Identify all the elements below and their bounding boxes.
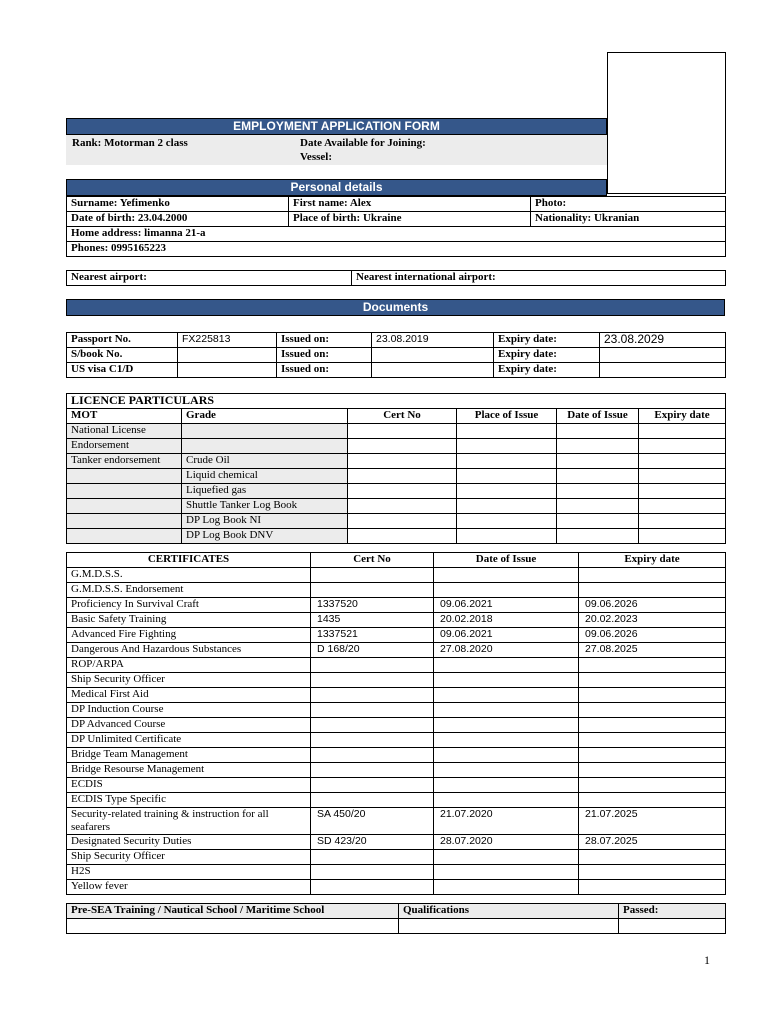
cert-no-cell[interactable] — [311, 748, 434, 763]
expiry-date-cell[interactable]: 20.02.2023 — [579, 613, 726, 628]
column-header: Date of Issue — [557, 409, 639, 424]
surname-field[interactable]: Surname: Yefimenko — [67, 197, 289, 212]
certificate-name-text: Yellow fever — [71, 880, 128, 892]
date-of-issue-cell[interactable] — [557, 454, 639, 469]
cert-no-cell[interactable] — [348, 439, 457, 454]
certificate-name-text: Ship Security Officer — [71, 850, 165, 862]
us-visa-number[interactable] — [178, 363, 277, 378]
table-row — [67, 439, 726, 454]
certificate-name — [67, 643, 311, 658]
table-row — [67, 197, 726, 212]
expiry-date-cell[interactable] — [579, 673, 726, 688]
certificate-name-text: DP Unlimited Certificate — [71, 733, 182, 745]
certificate-name-text: H2S — [71, 865, 91, 877]
table-row — [67, 850, 726, 865]
expiry-date-cell[interactable] — [639, 499, 726, 514]
table-row — [67, 227, 726, 242]
column-header: Passed: — [619, 904, 726, 919]
table-row — [67, 409, 726, 424]
table-row — [67, 919, 726, 934]
date-available-field[interactable]: Date Available for Joining: — [300, 137, 426, 149]
certificate-name-text: ROP/ARPA — [71, 658, 124, 670]
expiry-date-cell[interactable] — [639, 454, 726, 469]
date-of-issue-cell[interactable]: 28.07.2020 — [434, 835, 579, 850]
column-header: Date of Issue — [434, 553, 579, 568]
table-row — [67, 529, 726, 544]
address-field[interactable]: Home address: limanna 21-a — [67, 227, 726, 242]
date-of-issue-cell[interactable] — [434, 703, 579, 718]
table-row — [67, 424, 726, 439]
certificate-name — [67, 793, 311, 808]
photo-frame — [607, 52, 726, 194]
grade-cell: Liquid chemical — [182, 469, 348, 484]
expiry-date-cell[interactable]: 09.06.2026 — [579, 598, 726, 613]
table-row — [67, 613, 726, 628]
first-name-field[interactable]: First name: Alex — [289, 197, 531, 212]
place-of-issue-cell[interactable] — [457, 499, 557, 514]
place-of-issue-cell[interactable] — [457, 454, 557, 469]
certificate-name — [67, 808, 311, 835]
certificate-name — [67, 628, 311, 643]
photo-label: Photo: — [531, 197, 726, 212]
column-header: Grade — [182, 409, 348, 424]
table-row — [67, 763, 726, 778]
table-row — [67, 469, 726, 484]
cert-no-cell[interactable]: 1337521 — [311, 628, 434, 643]
issued-label: Issued on: — [277, 333, 372, 348]
table-row — [67, 628, 726, 643]
date-of-issue-cell[interactable]: 21.07.2020 — [434, 808, 579, 835]
date-of-issue-cell[interactable] — [557, 424, 639, 439]
cert-no-cell[interactable] — [311, 865, 434, 880]
international-airport-field[interactable]: Nearest international airport: — [352, 271, 726, 286]
expiry-date-cell[interactable]: 21.07.2025 — [579, 808, 726, 835]
mot-cell — [67, 484, 182, 499]
cert-no-cell[interactable] — [311, 763, 434, 778]
expiry-date-cell[interactable] — [579, 688, 726, 703]
date-of-issue-cell[interactable] — [434, 658, 579, 673]
certificate-name-text: ECDIS — [71, 778, 103, 790]
certificate-name-text: DP Induction Course — [71, 703, 164, 715]
mot-cell: Endorsement — [67, 439, 182, 454]
table-row — [67, 643, 726, 658]
table-row — [67, 865, 726, 880]
table-row — [67, 733, 726, 748]
page-number: 1 — [704, 953, 710, 967]
expiry-label: Expiry date: — [494, 363, 600, 378]
table-row — [67, 880, 726, 895]
vessel-field[interactable]: Vessel: — [300, 151, 332, 163]
date-of-issue-cell[interactable]: 09.06.2021 — [434, 598, 579, 613]
date-of-issue-cell[interactable] — [434, 880, 579, 895]
licence-table — [66, 393, 726, 544]
qualifications-cell[interactable] — [399, 919, 619, 934]
phones-field[interactable]: Phones: 0995165223 — [67, 242, 726, 257]
certificate-name — [67, 688, 311, 703]
expiry-label: Expiry date: — [494, 333, 600, 348]
expiry-date-cell[interactable] — [579, 850, 726, 865]
cert-no-cell[interactable] — [348, 484, 457, 499]
table-row — [67, 808, 726, 835]
table-row — [67, 598, 726, 613]
certificate-name-text: Designated Security Duties — [71, 835, 192, 847]
place-of-issue-cell[interactable] — [457, 484, 557, 499]
column-header: CERTIFICATES — [67, 553, 311, 568]
column-header: MOT — [67, 409, 182, 424]
table-row — [67, 688, 726, 703]
certificate-name — [67, 673, 311, 688]
certificate-name-text: Security-related training & instruction for all — [71, 808, 269, 820]
training-table — [66, 903, 726, 934]
table-row — [67, 748, 726, 763]
certificate-name — [67, 733, 311, 748]
certificate-name — [67, 763, 311, 778]
table-row — [67, 583, 726, 598]
date-of-issue-cell[interactable]: 09.06.2021 — [434, 628, 579, 643]
table-row — [67, 363, 726, 378]
seamans-book-expiry[interactable] — [600, 348, 726, 363]
documents-table — [66, 332, 726, 378]
date-of-issue-cell[interactable] — [434, 748, 579, 763]
expiry-date-cell[interactable] — [579, 703, 726, 718]
cert-no-cell[interactable] — [311, 583, 434, 598]
seamans-book-label: S/book No. — [67, 348, 178, 363]
date-of-issue-cell[interactable] — [434, 793, 579, 808]
table-row — [67, 568, 726, 583]
certificate-name — [67, 583, 311, 598]
expiry-date-cell[interactable] — [579, 733, 726, 748]
mot-cell — [67, 469, 182, 484]
mot-cell — [67, 499, 182, 514]
column-header: Cert No — [348, 409, 457, 424]
passport-label: Passport No. — [67, 333, 178, 348]
expiry-date-cell[interactable] — [639, 484, 726, 499]
cert-no-cell[interactable] — [348, 424, 457, 439]
cert-no-cell[interactable] — [348, 514, 457, 529]
date-of-issue-cell[interactable] — [434, 673, 579, 688]
date-of-issue-cell[interactable] — [434, 763, 579, 778]
date-of-issue-cell[interactable] — [434, 718, 579, 733]
expiry-date-cell[interactable] — [579, 583, 726, 598]
cert-no-cell[interactable] — [311, 778, 434, 793]
documents-title: Documents — [66, 299, 725, 316]
place-of-issue-cell[interactable] — [457, 514, 557, 529]
cert-no-cell[interactable] — [311, 658, 434, 673]
certificate-name — [67, 748, 311, 763]
cert-no-cell[interactable] — [311, 688, 434, 703]
grade-cell: Liquefied gas — [182, 484, 348, 499]
mot-cell — [67, 514, 182, 529]
us-visa-issued[interactable] — [372, 363, 494, 378]
column-header: Expiry date — [639, 409, 726, 424]
certificate-name — [67, 598, 311, 613]
certificate-name — [67, 613, 311, 628]
date-of-issue-cell[interactable] — [557, 514, 639, 529]
expiry-date-cell[interactable]: 09.06.2026 — [579, 628, 726, 643]
pob-field[interactable]: Place of birth: Ukraine — [289, 212, 531, 227]
column-header: Qualifications — [399, 904, 619, 919]
table-row — [67, 658, 726, 673]
table-row — [67, 348, 726, 363]
table-row — [67, 212, 726, 227]
expiry-date-cell[interactable] — [579, 658, 726, 673]
date-of-issue-cell[interactable] — [434, 778, 579, 793]
cert-no-cell[interactable] — [348, 499, 457, 514]
place-of-issue-cell[interactable] — [457, 469, 557, 484]
certificate-name — [67, 850, 311, 865]
date-of-issue-cell[interactable] — [557, 499, 639, 514]
nearest-airport-field[interactable]: Nearest airport: — [67, 271, 352, 286]
column-header: Cert No — [311, 553, 434, 568]
expiry-date-cell[interactable]: 28.07.2025 — [579, 835, 726, 850]
certificate-name-text: seafarers — [71, 821, 111, 833]
form-title: EMPLOYMENT APPLICATION FORM — [66, 118, 607, 135]
table-row — [67, 904, 726, 919]
column-header: Place of Issue — [457, 409, 557, 424]
grade-cell — [182, 424, 348, 439]
mot-cell — [67, 529, 182, 544]
cert-no-cell[interactable]: D 168/20 — [311, 643, 434, 658]
place-of-issue-cell[interactable] — [457, 439, 557, 454]
date-of-issue-cell[interactable]: 20.02.2018 — [434, 613, 579, 628]
cert-no-cell[interactable]: 1435 — [311, 613, 434, 628]
mot-cell: Tanker endorsement — [67, 454, 182, 469]
grade-cell: DP Log Book DNV — [182, 529, 348, 544]
certificate-name-text: Advanced Fire Fighting — [71, 628, 177, 640]
seamans-book-number[interactable] — [178, 348, 277, 363]
certificates-table — [66, 552, 726, 895]
airports-table — [66, 270, 726, 286]
certificate-name-text: G.M.D.S.S. — [71, 568, 123, 580]
table-row — [67, 499, 726, 514]
nationality-field[interactable]: Nationality: Ukranian — [531, 212, 726, 227]
personal-details-title: Personal details — [66, 179, 607, 196]
certificate-name — [67, 568, 311, 583]
certificate-name — [67, 718, 311, 733]
date-of-issue-cell[interactable] — [434, 733, 579, 748]
column-header: Expiry date — [579, 553, 726, 568]
table-row — [67, 394, 726, 409]
expiry-date-cell[interactable] — [579, 793, 726, 808]
date-of-issue-cell[interactable] — [434, 688, 579, 703]
expiry-date-cell[interactable] — [639, 424, 726, 439]
cert-no-cell[interactable] — [311, 793, 434, 808]
certificate-name — [67, 658, 311, 673]
certificate-name-text: Proficiency In Survival Craft — [71, 598, 199, 610]
table-row — [67, 718, 726, 733]
certificate-name-text: Bridge Resourse Management — [71, 763, 205, 775]
expiry-date-cell[interactable] — [579, 778, 726, 793]
table-row — [67, 333, 726, 348]
grade-cell — [182, 439, 348, 454]
table-row — [67, 242, 726, 257]
table-row — [67, 514, 726, 529]
grade-cell: Shuttle Tanker Log Book — [182, 499, 348, 514]
cert-no-cell[interactable] — [311, 880, 434, 895]
cert-no-cell[interactable] — [311, 718, 434, 733]
us-visa-expiry[interactable] — [600, 363, 726, 378]
table-row — [67, 553, 726, 568]
cert-no-cell[interactable] — [311, 850, 434, 865]
column-header: Pre-SEA Training / Nautical School / Maritime School — [67, 904, 399, 919]
table-row — [67, 484, 726, 499]
date-of-issue-cell[interactable] — [557, 469, 639, 484]
seamans-book-issued[interactable] — [372, 348, 494, 363]
personal-details-table — [66, 196, 726, 257]
certificate-name-text: Ship Security Officer — [71, 673, 165, 685]
table-row — [67, 271, 726, 286]
expiry-date-cell[interactable] — [639, 469, 726, 484]
certificate-name-text: Bridge Team Management — [71, 748, 188, 760]
expiry-date-cell[interactable] — [579, 568, 726, 583]
date-of-issue-cell[interactable] — [434, 568, 579, 583]
us-visa-label: US visa C1/D — [67, 363, 178, 378]
expiry-date-cell[interactable] — [639, 439, 726, 454]
cert-no-cell[interactable] — [348, 529, 457, 544]
certificate-name-text: Dangerous And Hazardous Substances — [71, 643, 242, 655]
passport-number[interactable]: FX225813 — [178, 333, 277, 348]
certificate-name-text: G.M.D.S.S. Endorsement — [71, 583, 184, 595]
certificate-name-text: ECDIS Type Specific — [71, 793, 166, 805]
certificate-name — [67, 880, 311, 895]
date-of-issue-cell[interactable] — [434, 865, 579, 880]
certificate-name-text: Medical First Aid — [71, 688, 149, 700]
table-row — [67, 454, 726, 469]
expiry-date-cell[interactable] — [579, 865, 726, 880]
cert-no-cell[interactable]: SA 450/20 — [311, 808, 434, 835]
table-row — [67, 778, 726, 793]
date-of-issue-cell[interactable] — [434, 850, 579, 865]
date-of-issue-cell[interactable] — [434, 583, 579, 598]
expiry-date-cell[interactable] — [639, 529, 726, 544]
grade-cell: DP Log Book NI — [182, 514, 348, 529]
table-row — [67, 793, 726, 808]
mot-cell: National License — [67, 424, 182, 439]
passport-expiry[interactable]: 23.08.2029 — [600, 333, 726, 348]
date-of-issue-cell[interactable]: 27.08.2020 — [434, 643, 579, 658]
date-of-issue-cell[interactable] — [557, 529, 639, 544]
passed-cell[interactable] — [619, 919, 726, 934]
passport-issued[interactable]: 23.08.2019 — [372, 333, 494, 348]
place-of-issue-cell[interactable] — [457, 424, 557, 439]
table-row — [67, 673, 726, 688]
expiry-date-cell[interactable] — [579, 748, 726, 763]
table-row — [67, 835, 726, 850]
expiry-date-cell[interactable] — [579, 880, 726, 895]
certificate-name-text: DP Advanced Course — [71, 718, 166, 730]
grade-cell: Crude Oil — [182, 454, 348, 469]
expiry-label: Expiry date: — [494, 348, 600, 363]
cert-no-cell[interactable] — [311, 733, 434, 748]
header-info — [66, 135, 607, 165]
expiry-date-cell[interactable]: 27.08.2025 — [579, 643, 726, 658]
dob-field[interactable]: Date of birth: 23.04.2000 — [67, 212, 289, 227]
date-of-issue-cell[interactable] — [557, 484, 639, 499]
place-of-issue-cell[interactable] — [457, 529, 557, 544]
cert-no-cell[interactable] — [311, 703, 434, 718]
cert-no-cell[interactable] — [348, 469, 457, 484]
cert-no-cell[interactable]: 1337520 — [311, 598, 434, 613]
certificate-name — [67, 778, 311, 793]
certificate-name — [67, 865, 311, 880]
table-row — [67, 703, 726, 718]
cert-no-cell[interactable] — [311, 673, 434, 688]
certificate-name-text: Basic Safety Training — [71, 613, 167, 625]
issued-label: Issued on: — [277, 363, 372, 378]
expiry-date-cell[interactable] — [579, 718, 726, 733]
cert-no-cell[interactable] — [348, 454, 457, 469]
date-of-issue-cell[interactable] — [557, 439, 639, 454]
cert-no-cell[interactable] — [311, 568, 434, 583]
certificate-name — [67, 703, 311, 718]
rank-field[interactable]: Rank: Motorman 2 class — [72, 137, 188, 149]
expiry-date-cell[interactable] — [639, 514, 726, 529]
certificate-name — [67, 835, 311, 850]
licence-title: LICENCE PARTICULARS — [67, 394, 726, 409]
school-cell[interactable] — [67, 919, 399, 934]
issued-label: Issued on: — [277, 348, 372, 363]
cert-no-cell[interactable]: SD 423/20 — [311, 835, 434, 850]
expiry-date-cell[interactable] — [579, 763, 726, 778]
